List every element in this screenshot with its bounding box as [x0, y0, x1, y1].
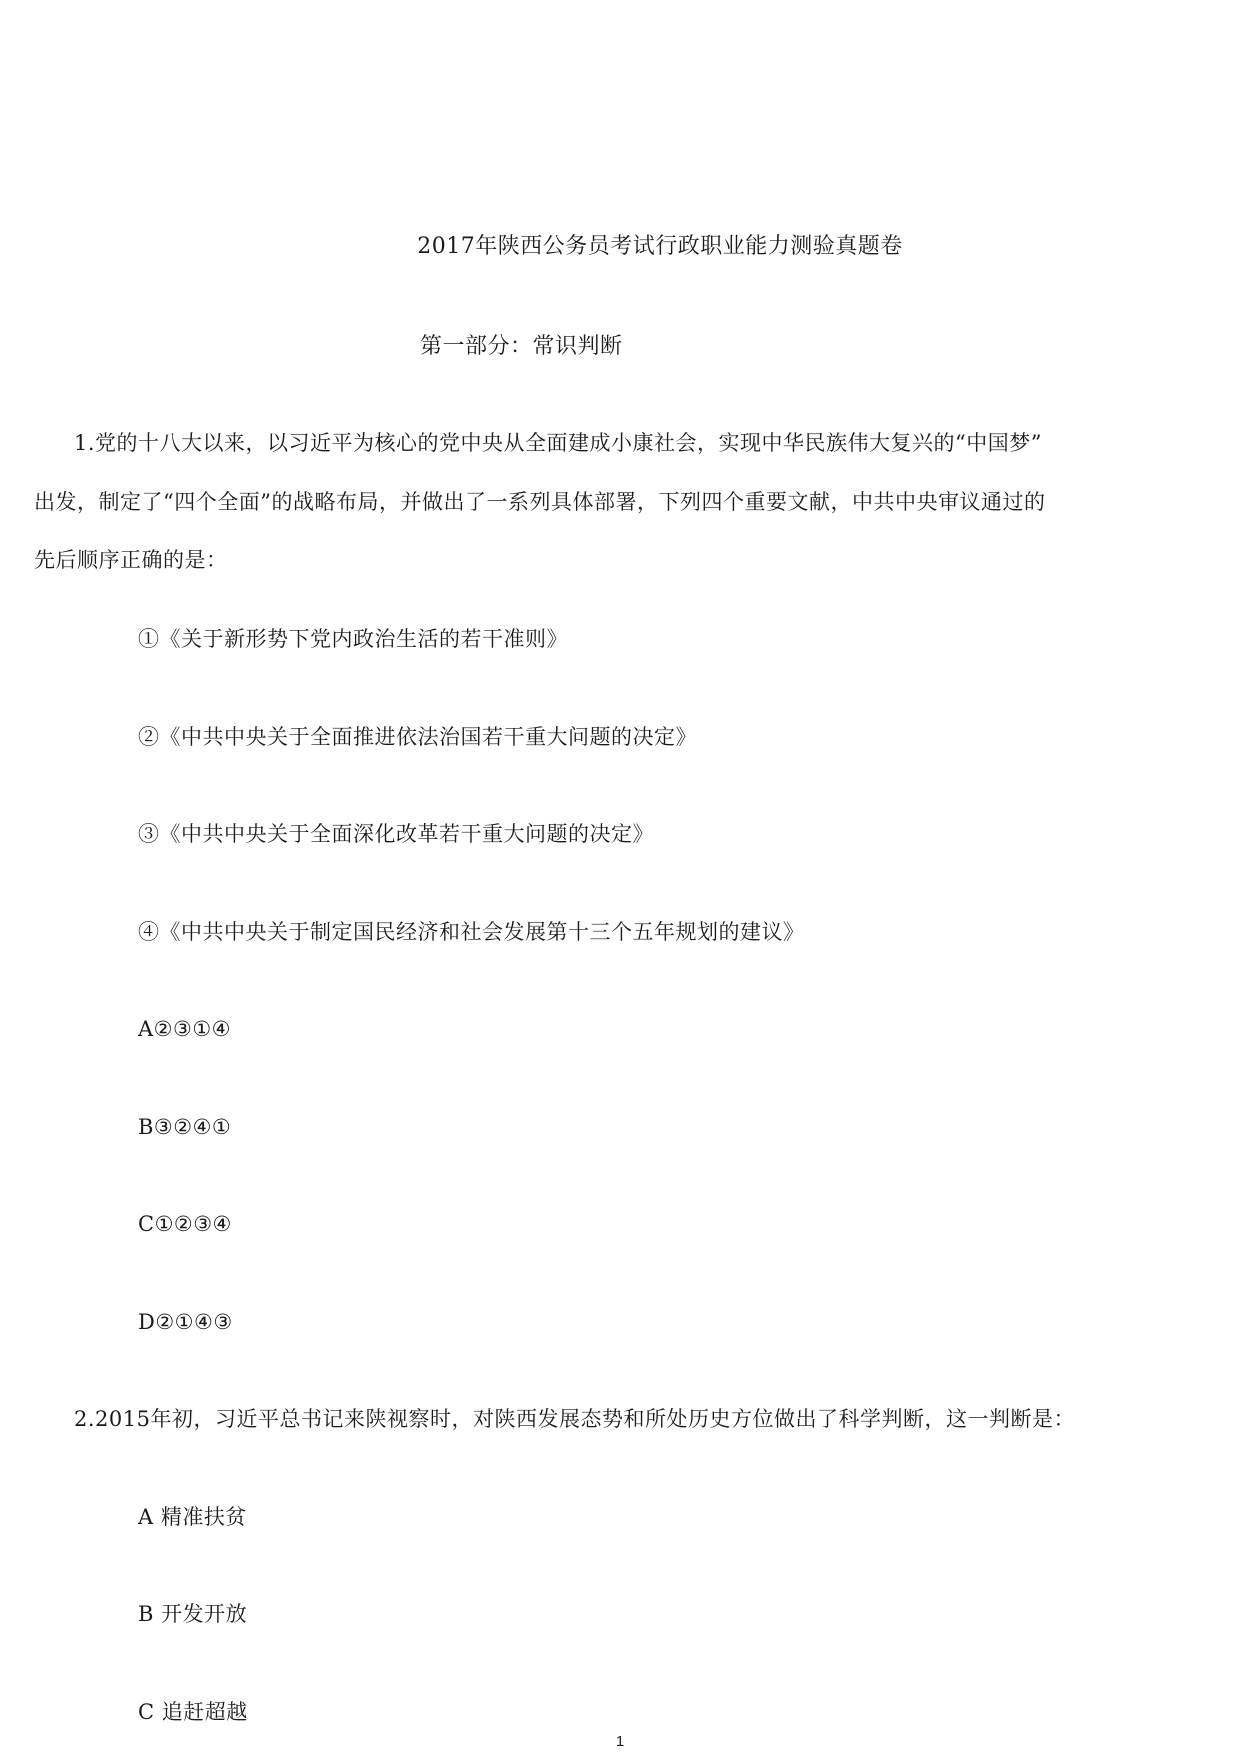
question-2-option-b: B 开发开放 [138, 1602, 248, 1626]
section-heading: 第一部分：常识判断 [420, 334, 623, 359]
question-1-option-d: D②①④③ [138, 1310, 233, 1334]
question-1-line-1: 1.党的十八大以来，以习近平为核心的党中央从全面建成小康社会，实现中华民族伟大复兴的“中国梦” [74, 431, 1043, 455]
question-1-line-2: 出发，制定了“四个全面”的战略布局，并做出了一系列具体部署，下列四个重要文献，中共中央审议通过的 [34, 490, 1046, 514]
document-title: 2017年陕西公务员考试行政职业能力测验真题卷 [417, 234, 903, 259]
question-2-line-1: 2.2015年初，习近平总书记来陕视察时，对陕西发展态势和所处历史方位做出了科学判断，这一判断是： [74, 1407, 1075, 1431]
question-2-option-a: A 精准扶贫 [138, 1505, 247, 1529]
question-1-item-1: ①《关于新形势下党内政治生活的若干准则》 [138, 627, 568, 651]
page-number: 1 [615, 1733, 625, 1750]
question-1-item-4: ④《中共中央关于制定国民经济和社会发展第十三个五年规划的建议》 [138, 920, 805, 944]
question-2-option-c: C 追赶超越 [138, 1700, 248, 1724]
question-1-option-b: B③②④① [138, 1115, 232, 1139]
question-1-item-3: ③《中共中央关于全面深化改革若干重大问题的决定》 [138, 822, 654, 846]
question-1-option-a: A②③①④ [138, 1017, 231, 1041]
question-1-option-c: C①②③④ [138, 1212, 232, 1236]
question-1-line-3: 先后顺序正确的是： [34, 548, 228, 572]
question-1-item-2: ②《中共中央关于全面推进依法治国若干重大问题的决定》 [138, 725, 697, 749]
